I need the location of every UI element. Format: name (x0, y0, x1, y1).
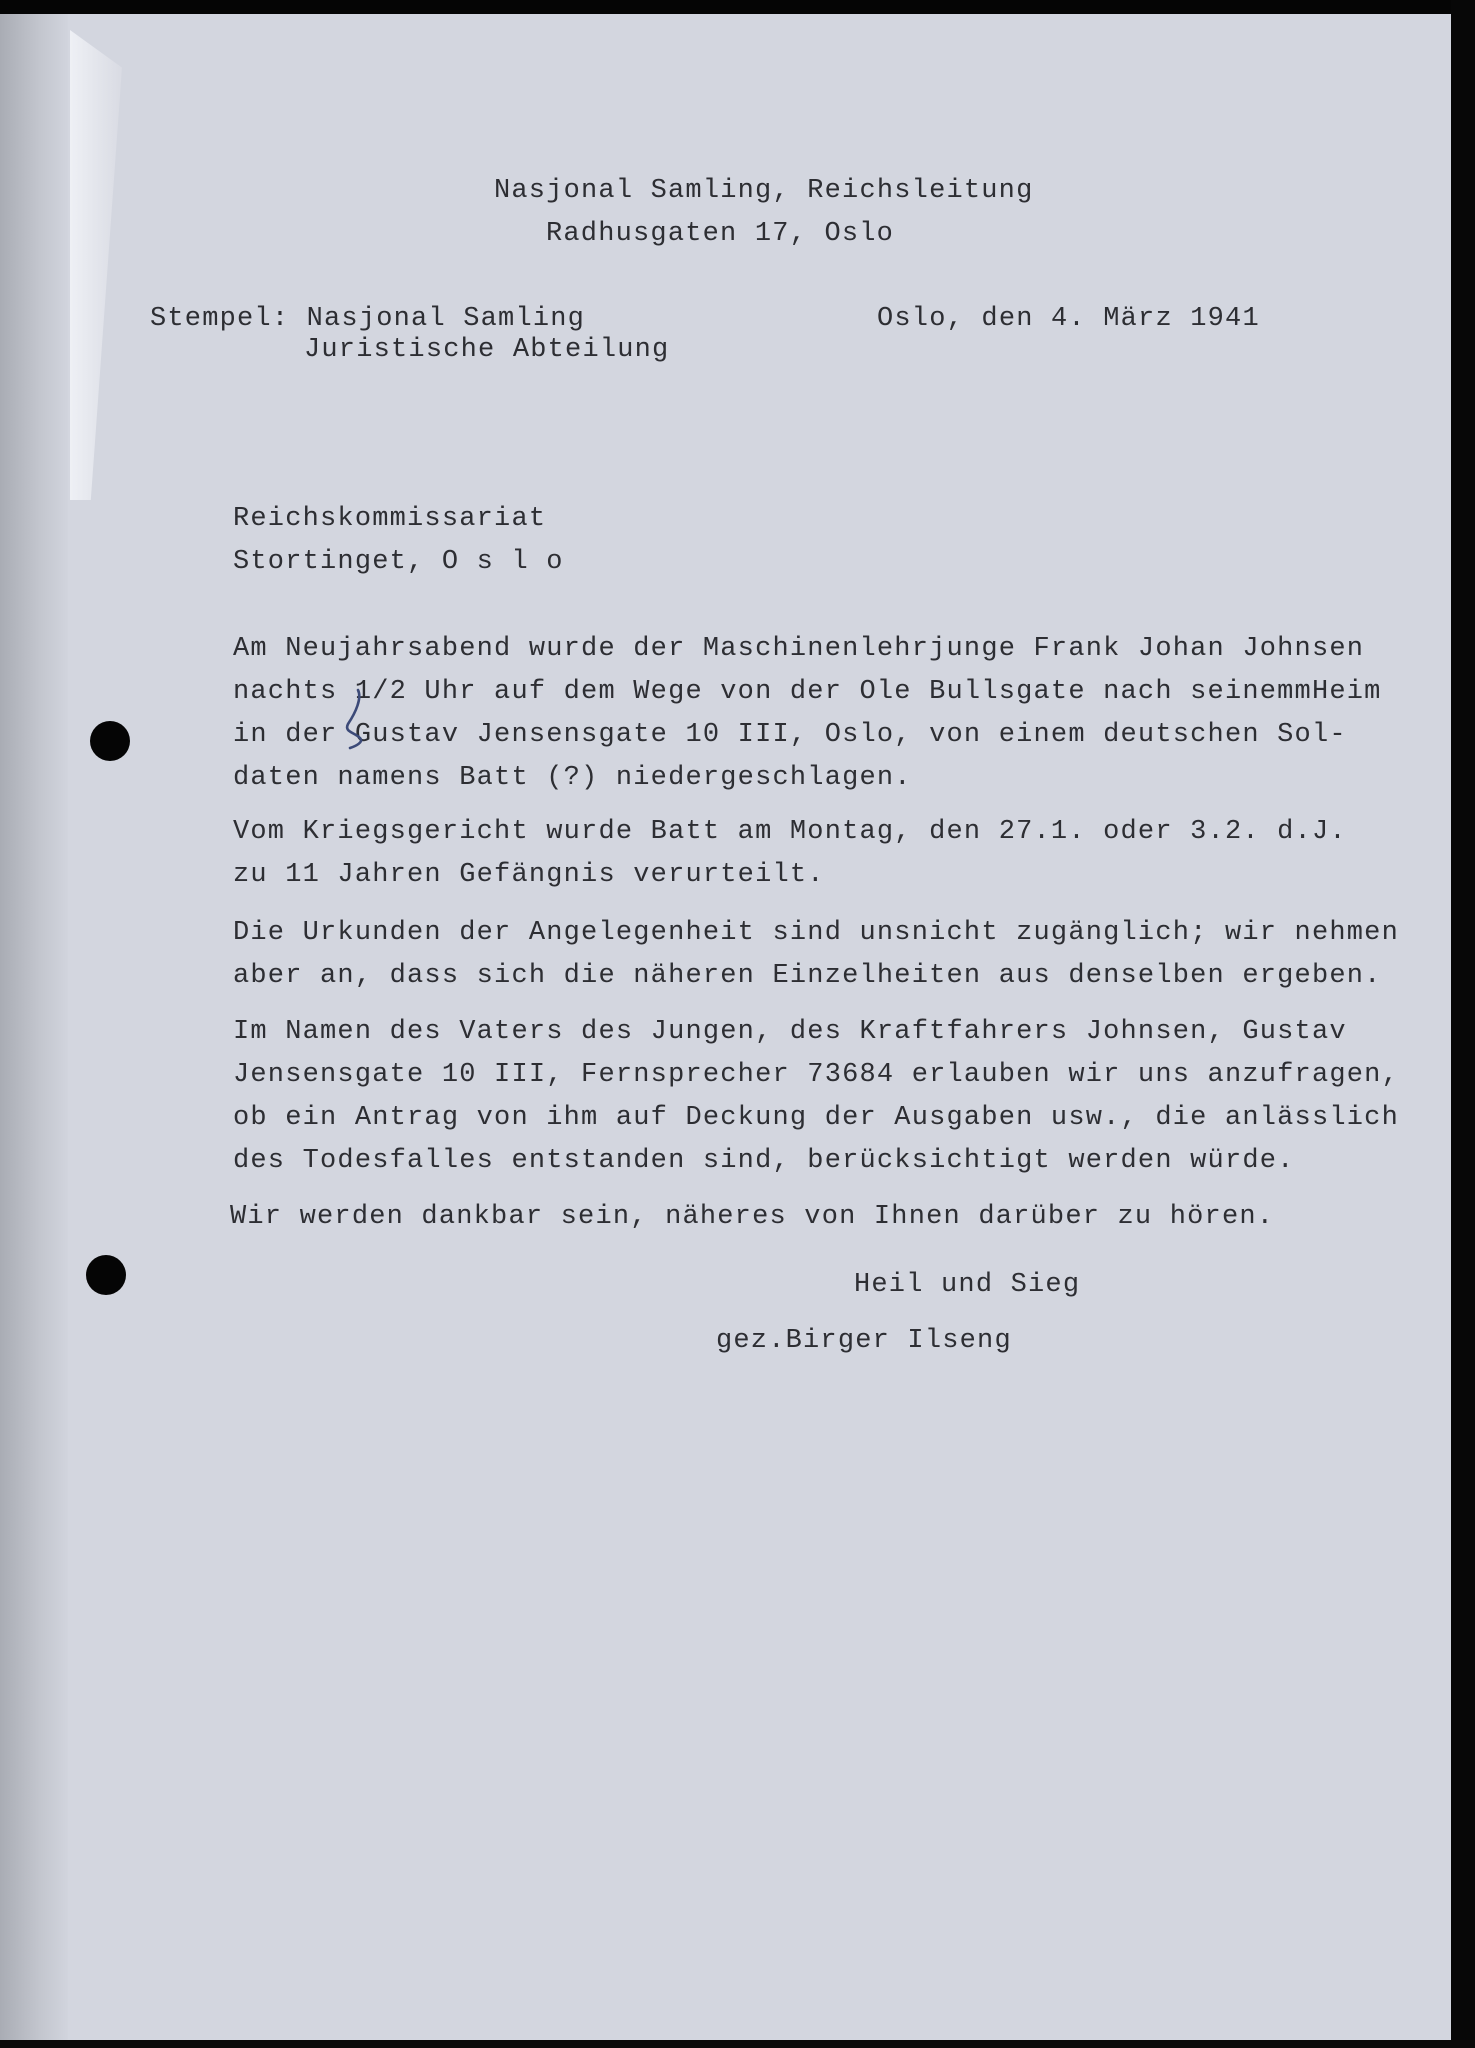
scan-left-shadow (0, 0, 68, 2048)
body-line: nachts 1/2 Uhr auf dem Wege von der Ole Bullsgate nach seinemmHeim (233, 677, 1382, 707)
punch-hole-upper (90, 721, 130, 761)
body-line: des Todesfalles entstanden sind, berücksichtigt werden würde. (233, 1146, 1295, 1176)
scan-bottom-edge (0, 2040, 1475, 2048)
letterhead-line-2: Radhusgaten 17, Oslo (546, 219, 895, 249)
body-line: Am Neujahrsabend wurde der Maschinenlehrjunge Frank Johan Johnsen (233, 634, 1365, 664)
folded-corner (70, 30, 122, 500)
recipient-line-2: Stortinget, O s l o (233, 547, 564, 577)
closing-greeting: Heil und Sieg (854, 1270, 1081, 1300)
body-line: daten namens Batt (?) niedergeschlagen. (233, 763, 912, 793)
body-line: ob ein Antrag von ihm auf Deckung der Ausgaben usw., die anlässlich (233, 1103, 1399, 1133)
body-line: Jensensgate 10 III, Fernsprecher 73684 erlauben wir uns anzufragen, (233, 1060, 1399, 1090)
body-line: Vom Kriegsgericht wurde Batt am Montag, den 27.1. oder 3.2. d.J. (233, 817, 1347, 847)
letterhead-line-1: Nasjonal Samling, Reichsleitung (494, 176, 1034, 206)
body-line: Die Urkunden der Angelegenheit sind unsnicht zugänglich; wir nehmen (233, 918, 1399, 948)
closing-signature: gez.Birger Ilseng (716, 1326, 1012, 1356)
stamp-line-2: Juristische Abteilung (304, 335, 670, 365)
handwritten-correction-mark (336, 688, 376, 750)
body-line: aber an, dass sich die näheren Einzelheiten aus denselben ergeben. (233, 961, 1382, 991)
letter-date: Oslo, den 4. März 1941 (877, 304, 1260, 334)
scan-top-edge (0, 0, 1475, 14)
recipient-line-1: Reichskommissariat (233, 504, 547, 534)
punch-hole-lower (86, 1255, 126, 1295)
scan-right-edge (1451, 0, 1475, 2048)
stamp-line-1: Stempel: Nasjonal Samling (150, 304, 586, 334)
body-line: in der Gustav Jensensgate 10 III, Oslo, von einem deutschen Sol- (233, 720, 1347, 750)
body-line: Wir werden dankbar sein, näheres von Ihnen darüber zu hören. (230, 1202, 1275, 1232)
body-line: Im Namen des Vaters des Jungen, des Kraftfahrers Johnsen, Gustav (233, 1017, 1347, 1047)
body-line: zu 11 Jahren Gefängnis verurteilt. (233, 860, 825, 890)
